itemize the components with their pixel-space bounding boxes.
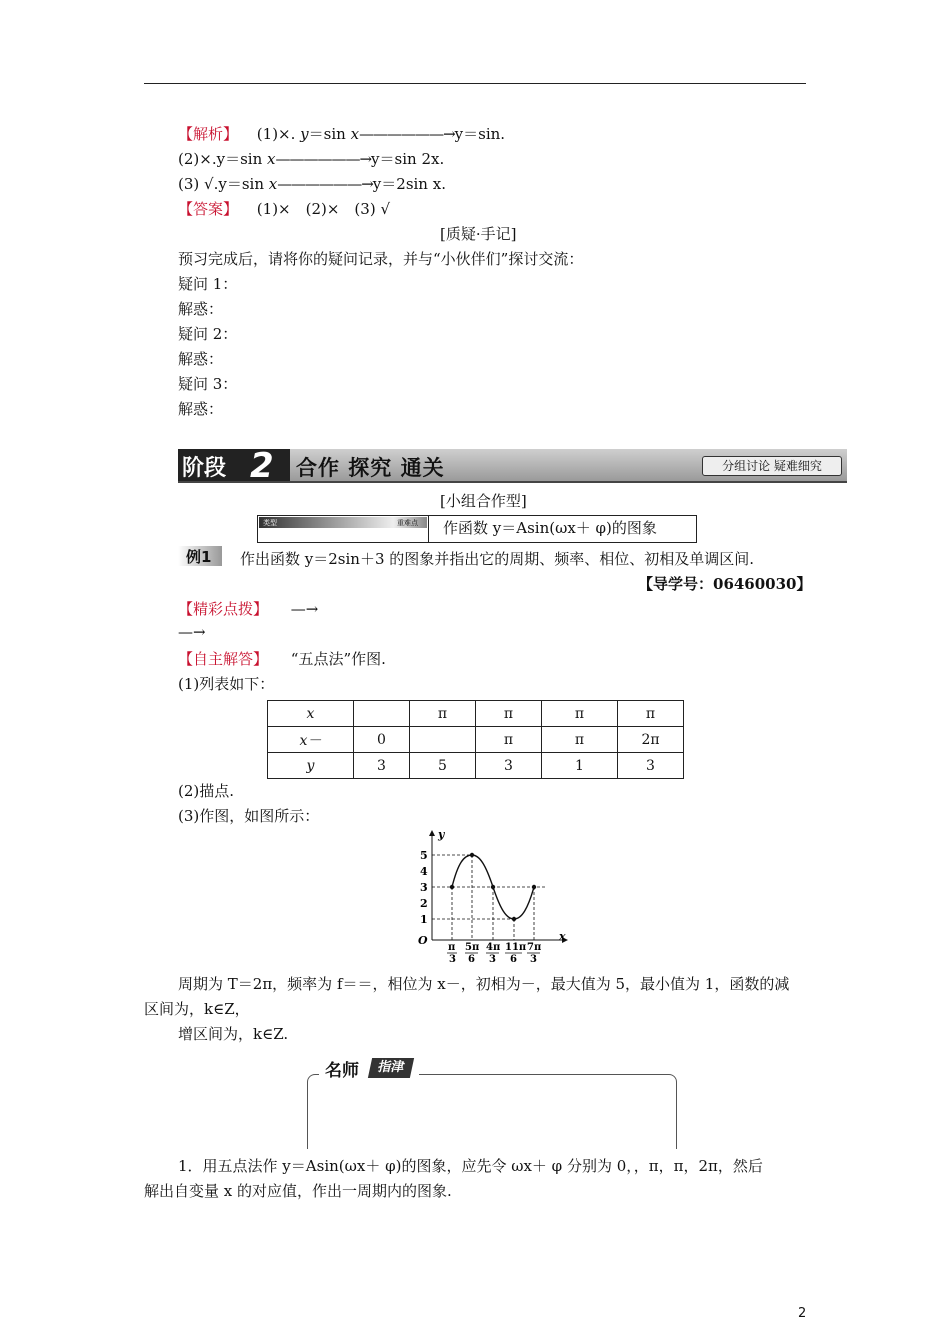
x-tick-den: 3 [489, 954, 496, 963]
y-axis-arrow [429, 830, 435, 836]
note-item: 解惑： [178, 300, 224, 318]
stage-label: 阶段 [182, 456, 227, 481]
increase-text: 增区间为，k∈Z. [178, 1025, 289, 1043]
table-cell: π [542, 727, 618, 753]
notes-heading: [质疑·手记] [440, 225, 517, 243]
x-tick-den: 6 [468, 954, 475, 963]
stage-title: 合作 探究 通关 [296, 456, 445, 480]
y-tick-label: 1 [420, 913, 428, 926]
solution-label: 【自主解答】 [178, 650, 269, 668]
table-cell: 0 [354, 727, 410, 753]
note-item: 解惑： [178, 350, 224, 368]
curve-point [512, 917, 516, 921]
table-cell: x [268, 701, 354, 727]
analysis-line-3: (3) √.y＝sin x——————→y＝2sin x. [178, 175, 446, 193]
type-title: 作函数 y＝Asin(ωx＋ φ)的图象 [443, 519, 657, 537]
note-item: 疑问 1： [178, 275, 238, 293]
solution-intro: “五点法”作图. [290, 650, 386, 668]
hint-arrow: —→ [290, 600, 319, 618]
period-text-2: 区间为，k∈Z， [144, 1000, 250, 1018]
note-item: 疑问 2： [178, 325, 238, 343]
hint-line [178, 598, 318, 619]
solution-line [178, 648, 386, 669]
table-cell [354, 701, 410, 727]
y-axis-label: y [438, 828, 445, 841]
answer-label: 【答案】 [178, 200, 239, 218]
table-cell [410, 727, 476, 753]
note-item: 解惑： [178, 400, 224, 418]
curve-point [450, 885, 454, 889]
y-tick-label: 4 [420, 865, 428, 878]
x-tick-num: 7π [527, 942, 542, 953]
hint-label: 【精彩点拨】 [178, 600, 269, 618]
solution-step: (1)列表如下： [178, 675, 275, 693]
y-tick-label: 3 [420, 881, 428, 894]
value-table [267, 700, 684, 779]
teacher-label: 名师 [325, 1061, 359, 1081]
teacher-box [307, 1074, 677, 1149]
tip-line-2: 解出自变量 x 的对应值，作出一周期内的图象. [144, 1182, 452, 1200]
type-separator [428, 515, 429, 543]
curve-point [532, 885, 536, 889]
x-tick-num: 4π [486, 942, 501, 953]
table-cell: 3 [354, 753, 410, 779]
curve-point [470, 853, 474, 857]
table-cell: π [618, 701, 684, 727]
table-cell: π [410, 701, 476, 727]
table-cell: 3 [618, 753, 684, 779]
teacher-label-badge: 指津 [368, 1058, 414, 1078]
x-tick-num: π [448, 942, 456, 953]
hint-arrow: —→ [178, 623, 206, 641]
x-tick-den: 6 [510, 954, 517, 963]
type-tiny-right: 重难点 [397, 519, 418, 527]
table-cell: 2π [618, 727, 684, 753]
answer-text: (1)× (2)× (3) √ [256, 200, 391, 218]
x-tick-den: 3 [449, 954, 456, 963]
guide-number: 【导学号：06460030】 [638, 575, 812, 593]
example-text: 作出函数 y＝2sin＋3 的图象并指出它的周期、频率、相位、初相及单调区间. [240, 550, 755, 568]
x-tick-num: 11π [505, 942, 527, 953]
type-tiny-left: 类型 [263, 519, 277, 527]
period-text: 周期为 T＝2π，频率为 f＝＝，相位为 x－，初相为－，最大值为 5，最小值为 1，函数的减 [178, 975, 790, 993]
y-tick-label: 5 [420, 849, 428, 862]
tip-line-1: 1．用五点法作 y＝Asin(ωx＋ φ)的图象，应先令 ωx＋ φ 分别为 0，，π，π，2π，然后 [178, 1157, 763, 1175]
x-tick-labels [447, 942, 541, 963]
table-row [268, 727, 684, 753]
origin-label: O [418, 934, 428, 947]
note-item: 疑问 3： [178, 375, 238, 393]
table-cell: π [476, 727, 542, 753]
guide-lines [432, 855, 547, 940]
table-cell: y [268, 753, 354, 779]
group-type-heading: [小组合作型] [440, 492, 527, 510]
table-cell: 1 [542, 753, 618, 779]
table-cell: π [476, 701, 542, 727]
x-tick-den: 3 [530, 954, 537, 963]
x-tick-num: 5π [465, 942, 480, 953]
curve-point [491, 885, 495, 889]
analysis-line-1: 【解析】 (1)×. y＝sin x——————→y＝sin. [178, 125, 506, 143]
page-number: 2 [798, 1306, 807, 1321]
x-axis-label: x [559, 930, 566, 943]
example-tag: 例1 [186, 548, 212, 566]
analysis-line-2: (2)×.y＝sin x——————→y＝sin 2x. [178, 150, 445, 168]
y-tick-label: 2 [420, 897, 428, 910]
table-row [268, 701, 684, 727]
solution-step: (3)作图，如图所示： [178, 807, 320, 825]
answer-line [178, 198, 390, 219]
table-row [268, 753, 684, 779]
sine-graph [412, 828, 572, 963]
table-cell: 3 [476, 753, 542, 779]
solution-step: (2)描点. [178, 782, 235, 800]
table-cell: 5 [410, 753, 476, 779]
stage-tag: 分组讨论 疑难细究 [702, 456, 842, 476]
table-cell: π [542, 701, 618, 727]
header-rule [144, 83, 806, 84]
analysis-label: 【解析】 [178, 125, 239, 143]
table-cell: x－ [268, 727, 354, 753]
stage-number: 2 [250, 446, 274, 486]
notes-intro: 预习完成后，请将你的疑问记录，并与“小伙伴们”探讨交流： [178, 250, 584, 268]
